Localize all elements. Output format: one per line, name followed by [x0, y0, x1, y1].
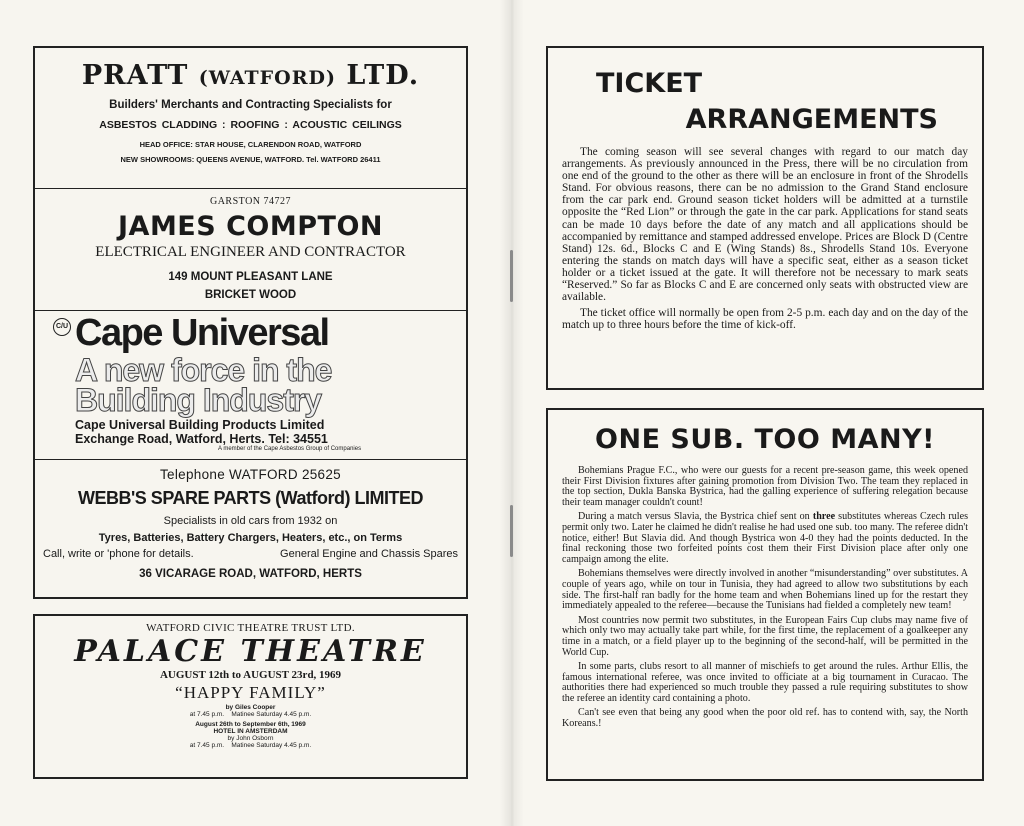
sub-paragraph-3: Bohemians themselves were directly involved in another “misunderstanding” over substitutes. A couple of years ago, while on tour in Tunisia, they had agreed to allow two substitutions by each side. The first-half ran badly for the home team and when Bohemians lined up for the restart they immediately appealed to the referee—because the Tunisians had fielded a completely new team!	[562, 568, 968, 612]
one-sub-too-many-box	[546, 408, 984, 781]
pratt-tagline: Builders' Merchants and Contracting Specialists for	[109, 99, 392, 111]
cape-logo-icon: C/U	[53, 318, 71, 336]
theatre-times-2-evening: at 7.45 p.m.	[189, 742, 225, 749]
theatre-times-1	[35, 711, 466, 718]
theatre-play-1: “HAPPY FAMILY”	[175, 683, 326, 702]
cape-name: Cape Universal	[75, 312, 329, 354]
webbs-name: WEBB'S SPARE PARTS (Watford) LIMITED	[78, 488, 423, 508]
theatre-times-2-matinee: Matinee Saturday 4.45 p.m.	[231, 742, 312, 749]
compton-advert	[35, 196, 466, 301]
pratt-title	[35, 60, 466, 91]
webbs-phone: Telephone WATFORD 25625	[160, 467, 341, 482]
webbs-call: Call, write or 'phone for details.	[43, 548, 194, 560]
theatre-times-2	[35, 742, 466, 749]
sub-paragraph-2-emphasis: three	[812, 511, 836, 523]
webbs-details-row	[35, 548, 466, 560]
webbs-advert	[35, 467, 466, 580]
ticket-paragraph-2: The ticket office will normally be open from 2-5 p.m. each day and on the day of the match up to three hours before the time of kick-off.	[562, 307, 968, 332]
pratt-head-office: HEAD OFFICE: STAR HOUSE, CLARENDON ROAD, WATFORD	[139, 140, 362, 149]
sub-paragraph-1: Bohemians Prague F.C., who were our guests for a recent pre-season game, this week opened their First Division fixtures after gaining promotion from Division Two. The team they replaced in the top section, Dukla Banska Bystrica, had the galling experience of suffering relegation because their team manager couldn't count!	[562, 465, 968, 508]
sub-paragraph-2	[562, 512, 968, 565]
ticket-paragraph-1: The coming season will see several changes with regard to our match day arrangements. As previously announced in the Press, there will be no circulation from one end of the ground to the other as there will be an enclosure in front of the Shrodells Stand. For obvious reasons, there can be no admission to the Grand Stand enclosure from the car park end. Ground season ticket holders will be admitted at a turnstile opposite the “Red Lion” or through the gate in the car park. Applications for stand seats can be made 10 days before the date of any match and all applications should be accompanied by remittance and stamped addressed envelope. Prices are Block D (Centre Stand) 12s. 6d., Blocks C and E (Wing Stands) 8s., Shrodells Stand 10s. Everyone entering the stands on match days will have a specific seat, either as a season ticket holder or a ticket issued at the gate. It will therefore not be necessary to mark seats “Reserved.” So far as Blocks C and E are concerned only seats with obstructed view are available.	[562, 146, 968, 304]
sub-paragraph-4: Most countries now permit two substitutes, in the European Fairs Cup clubs may name five of which only two may actually take part while, for the first time, the replacement of a goalkeeper any time in a match, or a field player up to the beginning of the second-half, will be permitted in the World Cup.	[562, 614, 968, 658]
upper-staple	[510, 250, 513, 302]
sub-paragraph-6: Can't see even that being any good when the poor old ref. has to contend with, say, the North Koreans.!	[562, 707, 968, 730]
sub-paragraph-2-end: substitutes whereas Czech rules permit only two. Later he claimed he didn't realise he had used one sub. too many. The referee didn't notice, either! But Slavia did. And though Bystrica won 4-0 they had the points deducted. In the final reckoning those two forfeited points cost them their First Division place after only one campaign among the elite.	[562, 511, 969, 565]
webbs-specialists: Specialists in old cars from 1932 on	[163, 515, 338, 527]
ticket-heading-line2: ARRANGEMENTS	[685, 104, 938, 135]
theatre-dates-2: August 26th to September 6th, 1969	[195, 721, 306, 728]
theatre-name: PALACE THEATRE	[74, 634, 427, 669]
cape-company: Cape Universal Building Products Limited	[75, 418, 325, 432]
theatre-author-2: by John Osborn	[227, 735, 274, 742]
sub-paragraph-2-start: During a match versus Slavia, the Bystrica chief sent on	[578, 511, 813, 523]
theatre-times-1-evening: at 7.45 p.m.	[189, 711, 225, 718]
cape-slogan-line1: A new force in the	[75, 352, 332, 388]
book-gutter	[500, 0, 524, 826]
advertisements-box	[33, 46, 468, 599]
cape-universal-advert	[35, 312, 466, 452]
sub-heading: ONE SUB. TOO MANY!	[595, 424, 935, 455]
divider-2	[35, 310, 466, 311]
pratt-name-ltd: LTD.	[346, 60, 420, 91]
divider-1	[35, 188, 466, 189]
compton-address-line2: BRICKET WOOD	[204, 289, 297, 301]
compton-trade: ELECTRICAL ENGINEER AND CONTRACTOR	[95, 244, 406, 260]
theatre-times-1-matinee: Matinee Saturday 4.45 p.m.	[231, 711, 312, 718]
pratt-services: ASBESTOS CLADDING : ROOFING : ACOUSTIC CEILINGS	[99, 119, 402, 131]
pratt-name-watford: (WATFORD)	[198, 67, 336, 89]
sub-paragraph-5: In some parts, clubs resort to all manner of mischiefs to get around the rules. Arthur Ellis, the famous international referee, was once invited to officiate at a big tournament in Curacao. The authorities there had experienced so much trouble they passed a rule requiring substitutes to show the referee an identity card containing a photo.	[562, 661, 968, 704]
theatre-dates-1: AUGUST 12th to AUGUST 23rd, 1969	[159, 669, 342, 681]
pratt-showrooms: NEW SHOWROOMS: QUEENS AVENUE, WATFORD. Tel. WATFORD 26411	[120, 155, 381, 164]
cape-member-note: A member of the Cape Asbestos Group of Companies	[218, 446, 362, 452]
compton-name: JAMES COMPTON	[118, 211, 383, 242]
lower-staple	[510, 505, 513, 557]
ticket-arrangements-box	[546, 46, 984, 390]
palace-theatre-box	[33, 614, 468, 779]
compton-phone: GARSTON 74727	[209, 196, 292, 207]
compton-address-line1: 149 MOUNT PLEASANT LANE	[168, 271, 333, 283]
cape-address: Exchange Road, Watford, Herts. Tel: 34551	[75, 432, 328, 446]
divider-3	[35, 459, 466, 460]
pratt-advert	[35, 60, 466, 164]
theatre-play-2: HOTEL IN AMSTERDAM	[213, 728, 288, 735]
webbs-address: 36 VICARAGE ROAD, WATFORD, HERTS	[139, 568, 362, 580]
webbs-spares: General Engine and Chassis Spares	[280, 548, 458, 560]
theatre-author-1: by Giles Cooper	[225, 704, 276, 711]
pratt-name: PRATT	[81, 60, 189, 91]
webbs-products: Tyres, Batteries, Battery Chargers, Heaters, etc., on Terms	[98, 532, 403, 544]
ticket-heading-line1: TICKET	[596, 68, 703, 99]
cape-slogan-line2: Building Industry	[75, 382, 322, 418]
theatre-trust: WATFORD CIVIC THEATRE TRUST LTD.	[146, 622, 355, 634]
